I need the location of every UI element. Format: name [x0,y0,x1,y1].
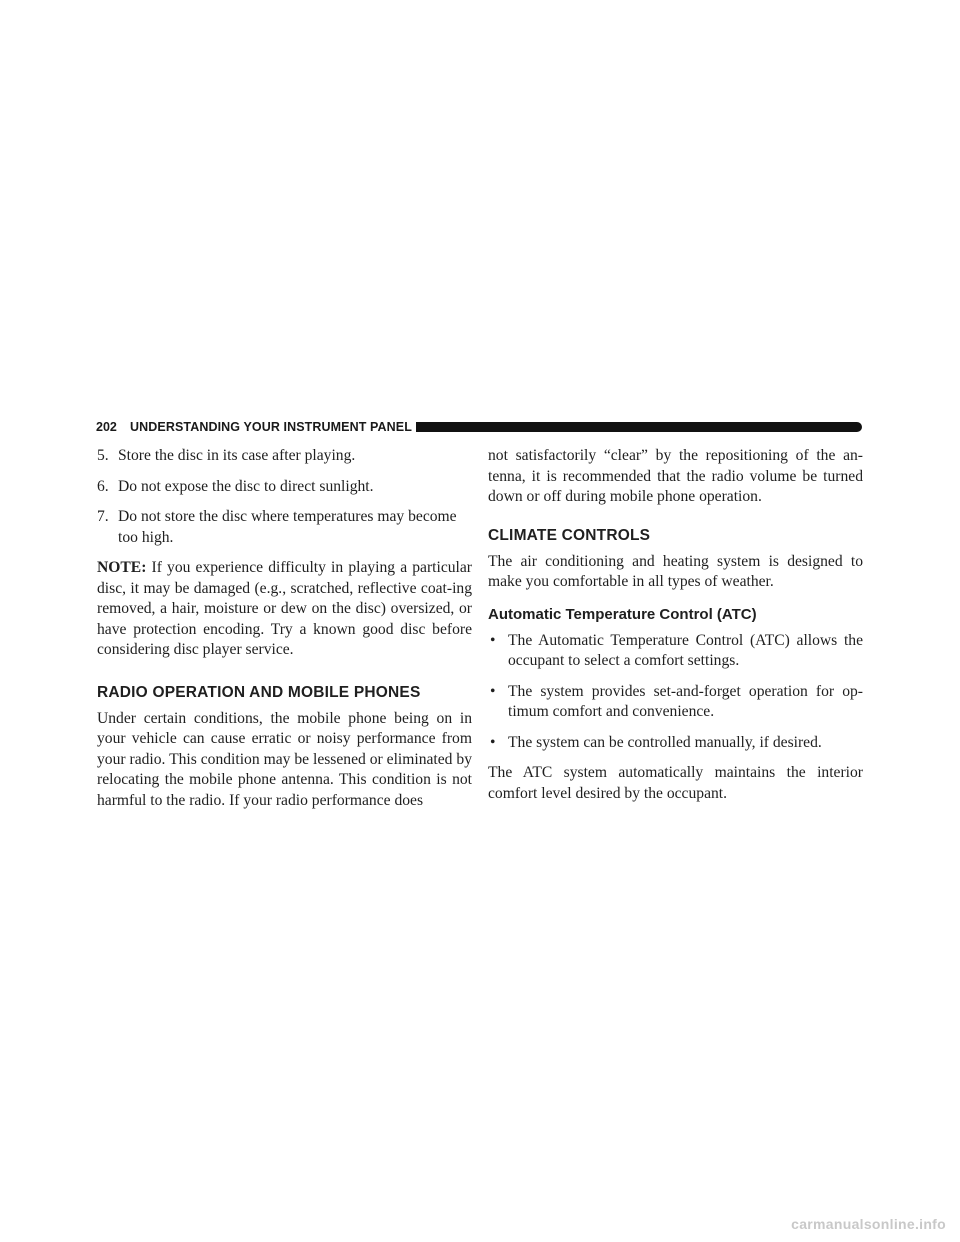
section-title: UNDERSTANDING YOUR INSTRUMENT PANEL [130,420,412,434]
bullet-icon: • [490,682,496,700]
bullet-icon: • [490,733,496,751]
bullet-item: • The system can be controlled manually, if desired. [488,733,863,754]
header-rule [416,422,862,432]
climate-paragraph: The air conditioning and heating system is designed to make you comfortable in all types of weather. [488,552,863,590]
page-header [96,420,862,434]
watermark: carmanualsonline.info [791,1216,946,1232]
atc-heading: Automatic Temperature Control (ATC) [488,605,757,623]
climate-heading: CLIMATE CONTROLS [488,526,651,544]
left-column [97,446,472,821]
radio-continued-paragraph: not satisfactorily “clear” by the repositioning of the an-tenna, it is recommended that the radio volume be turned down or off during mobile phone operation. [488,447,863,505]
list-item: 6. Do not expose the disc to direct sunlight. [97,477,374,495]
bullet-item: • The system provides set-and-forget operation for op-timum comfort and convenience. [490,682,863,720]
note-label: NOTE: [97,559,147,576]
radio-paragraph: Under certain conditions, the mobile phone being on in your vehicle can cause erratic or noisy performance from your radio. This condition may be lessened or eliminated by relocating the mobile phone antenna. This condition is not harmful to the radio. If your radio performance does [97,709,472,809]
right-column [488,446,863,814]
radio-heading: RADIO OPERATION AND MOBILE PHONES [97,683,421,701]
bullet-item: • The Automatic Temperature Control (ATC) allows the occupant to select a comfort settings. [490,631,863,669]
page-number: 202 [96,420,117,434]
list-item: 5. Store the disc in its case after playing. [97,447,356,464]
note-paragraph: NOTE: If you experience difficulty in playing a particular disc, it may be damaged (e.g., scratched, reflective coat-ing removed, a hair, moisture or dew on the disc) oversized, or have protection encoding. Try a known good disc before considering disc player service. [97,559,472,658]
list-item: 7. Do not store the disc where temperatures may become too high. [97,508,457,546]
bullet-icon: • [490,631,496,649]
atc-paragraph: The ATC system automatically maintains the interior comfort level desired by the occupant. [488,764,863,802]
